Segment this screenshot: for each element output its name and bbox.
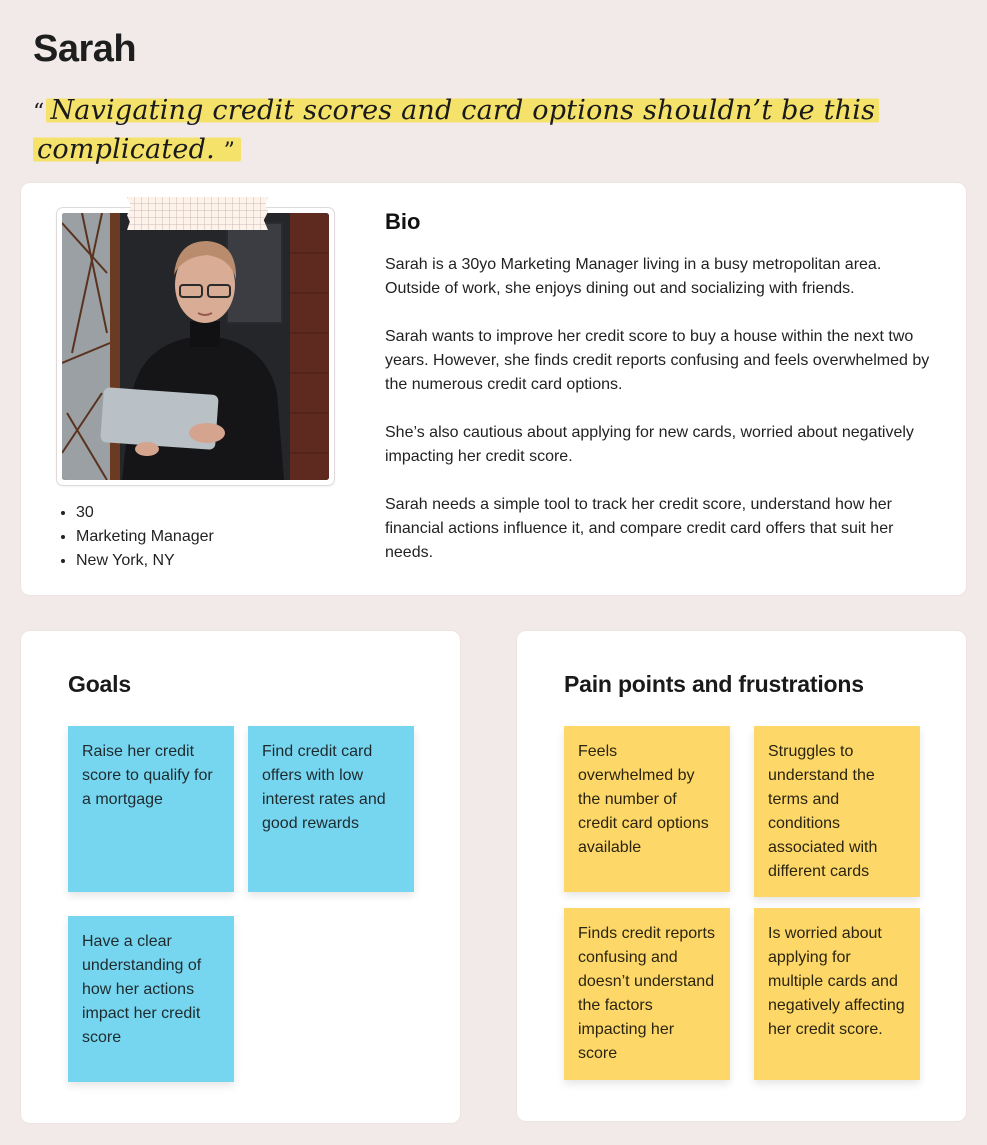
goal-sticky-note: Have a clear understanding of how her actions impact her credit score (68, 916, 234, 1082)
quote-highlight-text (33, 95, 879, 165)
persona-photo (62, 213, 329, 480)
pain-point-sticky-note: Finds credit reports confusing and doesn’t understand the factors impacting her score (564, 908, 730, 1080)
goals-card (20, 630, 461, 1124)
persona-quote (33, 92, 933, 170)
bio-paragraph: Sarah is a 30yo Marketing Manager living in a busy metropolitan area. Outside of work, she enjoys dining out and socializing with friends. (385, 256, 882, 297)
pain-point-sticky-note: Feels overwhelmed by the number of credit card options available (564, 726, 730, 892)
washi-tape-decoration (127, 197, 268, 230)
bio-card (20, 182, 967, 596)
bio-title: Bio (385, 209, 421, 234)
pain-point-sticky-note: Is worried about applying for multiple cards and negatively affecting her credit score. (754, 908, 920, 1080)
persona-attributes (76, 501, 214, 573)
attribute-occupation: • Marketing Manager (76, 525, 214, 549)
open-quote-mark: “ (33, 100, 45, 125)
persona-photo-frame (56, 207, 335, 486)
persona-photo-illustration (62, 213, 329, 480)
bio-body (385, 253, 930, 589)
goals-title: Goals (68, 671, 131, 697)
goal-sticky-note: Find credit card offers with low interest rates and good rewards (248, 726, 414, 892)
bio-paragraph: Sarah needs a simple tool to track her credit score, understand how her financial actions influence it, and compare credit card offers that suit her needs. (385, 496, 894, 561)
persona-name: Sarah (33, 28, 137, 70)
close-quote-mark: ” (223, 139, 236, 164)
attribute-age: • 30 (76, 501, 214, 525)
pain-point-sticky-note: Struggles to understand the terms and conditions associated with different cards (754, 726, 920, 897)
attribute-location: • New York, NY (76, 549, 214, 573)
quote-text: Navigating credit scores and card options shouldn’t be this complicated. (37, 95, 876, 165)
pain-points-card (516, 630, 967, 1122)
bio-paragraph: Sarah wants to improve her credit score to buy a house within the next two years. However, she finds credit reports confusing and feels overwhelmed by the numerous credit card options. (385, 328, 930, 393)
pain-points-title: Pain points and frustrations (564, 671, 864, 697)
bio-paragraph: She’s also cautious about applying for new cards, worried about negatively impacting her credit score. (385, 424, 914, 465)
goal-sticky-note: Raise her credit score to qualify for a mortgage (68, 726, 234, 892)
